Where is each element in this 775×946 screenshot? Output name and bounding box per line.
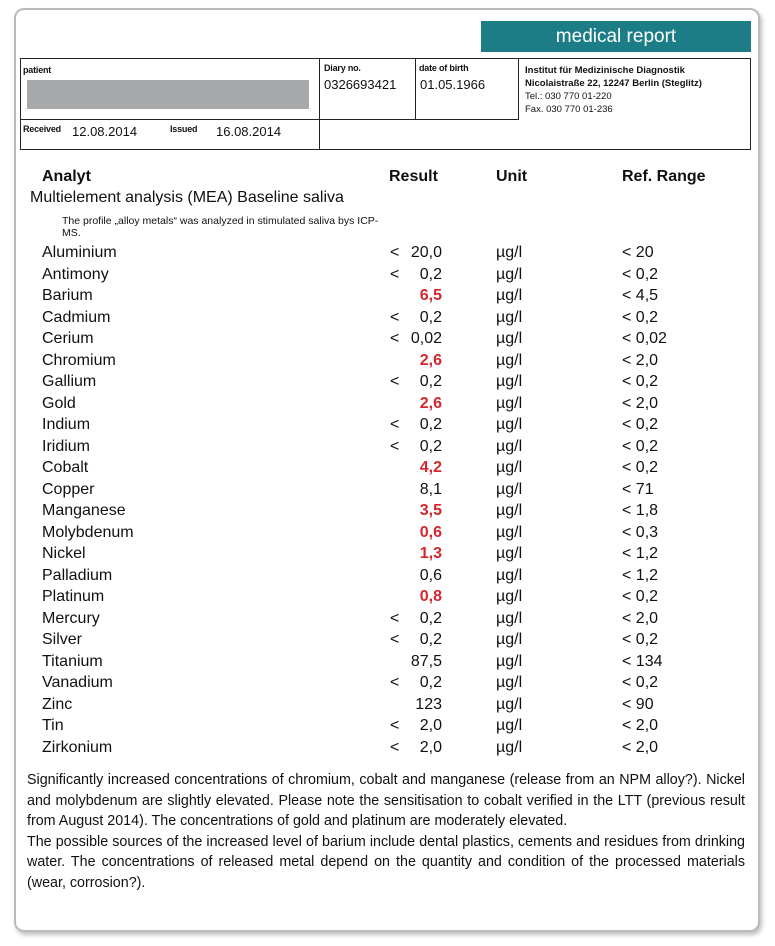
diary-value: 0326693421 <box>324 77 397 92</box>
reference-range: < 2,0 <box>622 394 659 412</box>
result-unit: µg/l <box>496 265 523 283</box>
table-row <box>0 416 775 438</box>
issued-label: Issued <box>170 124 198 134</box>
column-ref-range: Ref. Range <box>622 168 706 185</box>
result-unit: µg/l <box>496 652 523 670</box>
reference-range: < 0,2 <box>622 459 659 476</box>
reference-range: < 2,0 <box>622 609 659 627</box>
table-row <box>0 287 775 309</box>
table-row <box>0 696 775 718</box>
analyt-name: Cadmium <box>42 308 111 326</box>
reference-range: < 0,2 <box>622 674 659 691</box>
reference-range: < 0,2 <box>622 588 659 605</box>
analyt-name: Manganese <box>42 502 126 519</box>
institute-fax: Fax. 030 770 01-236 <box>525 104 613 115</box>
column-unit: Unit <box>496 168 528 185</box>
institute-address: Nicolaistraße 22, 12247 Berlin (Steglitz) <box>525 78 702 89</box>
result-value: 3,5 <box>419 502 442 519</box>
issued-value: 16.08.2014 <box>216 124 282 139</box>
result-unit: µg/l <box>496 695 523 713</box>
analyt-name: Copper <box>42 480 95 498</box>
table-row <box>0 653 775 675</box>
reference-range: < 1,2 <box>622 566 659 584</box>
table-row <box>0 309 775 331</box>
reference-range: < 2,0 <box>622 717 659 734</box>
analyt-name: Chromium <box>42 351 116 369</box>
result-value: 20,0 <box>410 244 442 261</box>
reference-range: < 0,2 <box>622 416 659 433</box>
reference-range: < 1,8 <box>622 502 659 519</box>
reference-range: < 1,2 <box>622 545 659 562</box>
result-value: 2,0 <box>419 717 442 734</box>
reference-range: < 0,2 <box>622 308 659 326</box>
table-row <box>0 244 775 266</box>
result-value: 1,3 <box>419 545 442 562</box>
analyt-name: Aluminium <box>42 244 117 261</box>
table-row <box>0 739 775 761</box>
analyt-name: Palladium <box>42 566 113 584</box>
dob-label: date of birth <box>419 63 469 73</box>
result-value: 0,2 <box>419 416 442 433</box>
analyt-name: Silver <box>42 631 83 648</box>
analyt-name: Gold <box>42 394 76 412</box>
table-row <box>0 717 775 739</box>
result-unit: µg/l <box>496 308 523 326</box>
patient-label: patient <box>23 65 52 75</box>
table-row <box>0 330 775 352</box>
analyt-name: Zirkonium <box>42 738 113 756</box>
table-row <box>0 674 775 696</box>
analyt-name: Tin <box>42 717 64 734</box>
result-value: 87,5 <box>410 652 442 670</box>
table-row <box>0 567 775 589</box>
table-row <box>0 502 775 524</box>
analyt-name: Zinc <box>42 695 73 713</box>
column-result: Result <box>389 168 438 185</box>
reference-range: < 0,2 <box>622 437 659 455</box>
analyt-name: Nickel <box>42 545 86 562</box>
result-unit: µg/l <box>496 545 523 562</box>
analyt-name: Gallium <box>42 373 97 390</box>
result-unit: µg/l <box>496 459 523 476</box>
result-comparator: < <box>390 674 400 691</box>
institute-name: Institut für Medizinische Diagnostik <box>525 65 685 76</box>
result-value: 0,2 <box>419 609 442 627</box>
result-unit: µg/l <box>496 738 523 756</box>
table-row <box>0 373 775 395</box>
result-value: 2,6 <box>419 351 442 369</box>
reference-range: < 0,02 <box>622 330 667 347</box>
report-banner: medical report <box>481 21 751 52</box>
institute-tel: Tel.: 030 770 01-220 <box>525 91 612 102</box>
result-value: 0,6 <box>419 566 442 584</box>
result-value: 2,6 <box>419 394 442 412</box>
table-row <box>0 352 775 374</box>
result-unit: µg/l <box>496 609 523 627</box>
result-comparator: < <box>390 437 400 455</box>
result-value: 4,2 <box>419 459 442 476</box>
summary-paragraph-2: The possible sources of the increased level of barium include dental plastics, cements and residues from drinking water. The concentrations of released metal depend on the quantity and condition of the processed materials (wear, corrosion?). <box>27 833 745 891</box>
result-unit: µg/l <box>496 394 523 412</box>
reference-range: < 90 <box>622 695 654 713</box>
result-comparator: < <box>390 416 400 433</box>
received-label: Received <box>23 124 61 134</box>
result-comparator: < <box>390 330 400 347</box>
reference-range: < 0,3 <box>622 523 659 541</box>
reference-range: < 71 <box>622 480 654 498</box>
result-value: 0,8 <box>419 588 442 605</box>
table-row <box>0 545 775 567</box>
reference-range: < 20 <box>622 244 654 261</box>
reference-range: < 0,2 <box>622 373 659 390</box>
reference-range: < 2,0 <box>622 351 659 369</box>
result-unit: µg/l <box>496 437 523 455</box>
table-row <box>0 395 775 417</box>
result-unit: µg/l <box>496 287 523 304</box>
result-value: 0,02 <box>410 330 442 347</box>
analysis-note: The profile „alloy metals“ was analyzed in stimulated saliva bys ICP-MS. <box>62 215 379 239</box>
result-comparator: < <box>390 308 400 326</box>
result-value: 0,6 <box>419 523 442 541</box>
analyt-name: Iridium <box>42 437 91 455</box>
reference-range: < 0,2 <box>622 631 659 648</box>
result-value: 0,2 <box>419 674 442 691</box>
result-unit: µg/l <box>496 416 523 433</box>
result-unit: µg/l <box>496 373 523 390</box>
result-value: 8,1 <box>419 480 442 498</box>
result-unit: µg/l <box>496 480 523 498</box>
result-unit: µg/l <box>496 502 523 519</box>
patient-redaction <box>27 80 309 109</box>
reference-range: < 4,5 <box>622 287 659 304</box>
result-unit: µg/l <box>496 588 523 605</box>
analyt-name: Barium <box>42 287 93 304</box>
result-value: 0,2 <box>419 631 442 648</box>
result-comparator: < <box>390 738 400 756</box>
table-row <box>0 610 775 632</box>
summary-text <box>27 770 745 894</box>
table-row <box>0 266 775 288</box>
dob-value: 01.05.1966 <box>420 77 486 92</box>
table-row <box>0 631 775 653</box>
analyt-name: Vanadium <box>42 674 113 691</box>
analyt-name: Indium <box>42 416 91 433</box>
result-value: 6,5 <box>419 287 442 304</box>
analyt-name: Titanium <box>42 652 103 670</box>
result-comparator: < <box>390 631 400 648</box>
result-comparator: < <box>390 609 400 627</box>
result-value: 0,2 <box>419 265 442 283</box>
result-unit: µg/l <box>496 631 523 648</box>
result-unit: µg/l <box>496 523 523 541</box>
table-row <box>0 588 775 610</box>
analyt-name: Cerium <box>42 330 94 347</box>
result-comparator: < <box>390 717 400 734</box>
received-value: 12.08.2014 <box>72 124 138 139</box>
column-analyt: Analyt <box>42 168 91 185</box>
table-row <box>0 438 775 460</box>
result-value: 2,0 <box>419 738 442 756</box>
result-unit: µg/l <box>496 566 523 584</box>
analyt-name: Platinum <box>42 588 105 605</box>
result-comparator: < <box>390 244 400 261</box>
analyt-name: Cobalt <box>42 459 89 476</box>
diary-label: Diary no. <box>324 63 361 73</box>
table-row <box>0 459 775 481</box>
result-unit: µg/l <box>496 674 523 691</box>
result-unit: µg/l <box>496 351 523 369</box>
result-comparator: < <box>390 373 400 390</box>
result-value: 0,2 <box>419 373 442 390</box>
reference-range: < 134 <box>622 652 663 670</box>
summary-paragraph-1: Significantly increased concentrations of chromium, cobalt and manganese (release from an NPM alloy?). Nickel and molybdenum are slightly elevated. Please note the sensitisation to cobalt verified in the LTT (previous result from August 2014). The concentrations of gold and platinum are moderately elevated. <box>27 772 745 830</box>
table-row <box>0 524 775 546</box>
result-comparator: < <box>390 265 400 283</box>
institute-info <box>525 64 702 116</box>
result-value: 0,2 <box>419 437 442 455</box>
result-value: 0,2 <box>419 308 442 326</box>
analyt-name: Molybdenum <box>42 523 134 541</box>
analyt-name: Antimony <box>42 265 109 283</box>
reference-range: < 0,2 <box>622 265 659 283</box>
analysis-subtitle: Multielement analysis (MEA) Baseline saliva <box>30 189 344 206</box>
result-unit: µg/l <box>496 717 523 734</box>
result-unit: µg/l <box>496 330 523 347</box>
result-unit: µg/l <box>496 244 523 261</box>
analyt-name: Mercury <box>42 609 100 627</box>
reference-range: < 2,0 <box>622 738 659 756</box>
result-value: 123 <box>415 695 442 713</box>
table-row <box>0 481 775 503</box>
